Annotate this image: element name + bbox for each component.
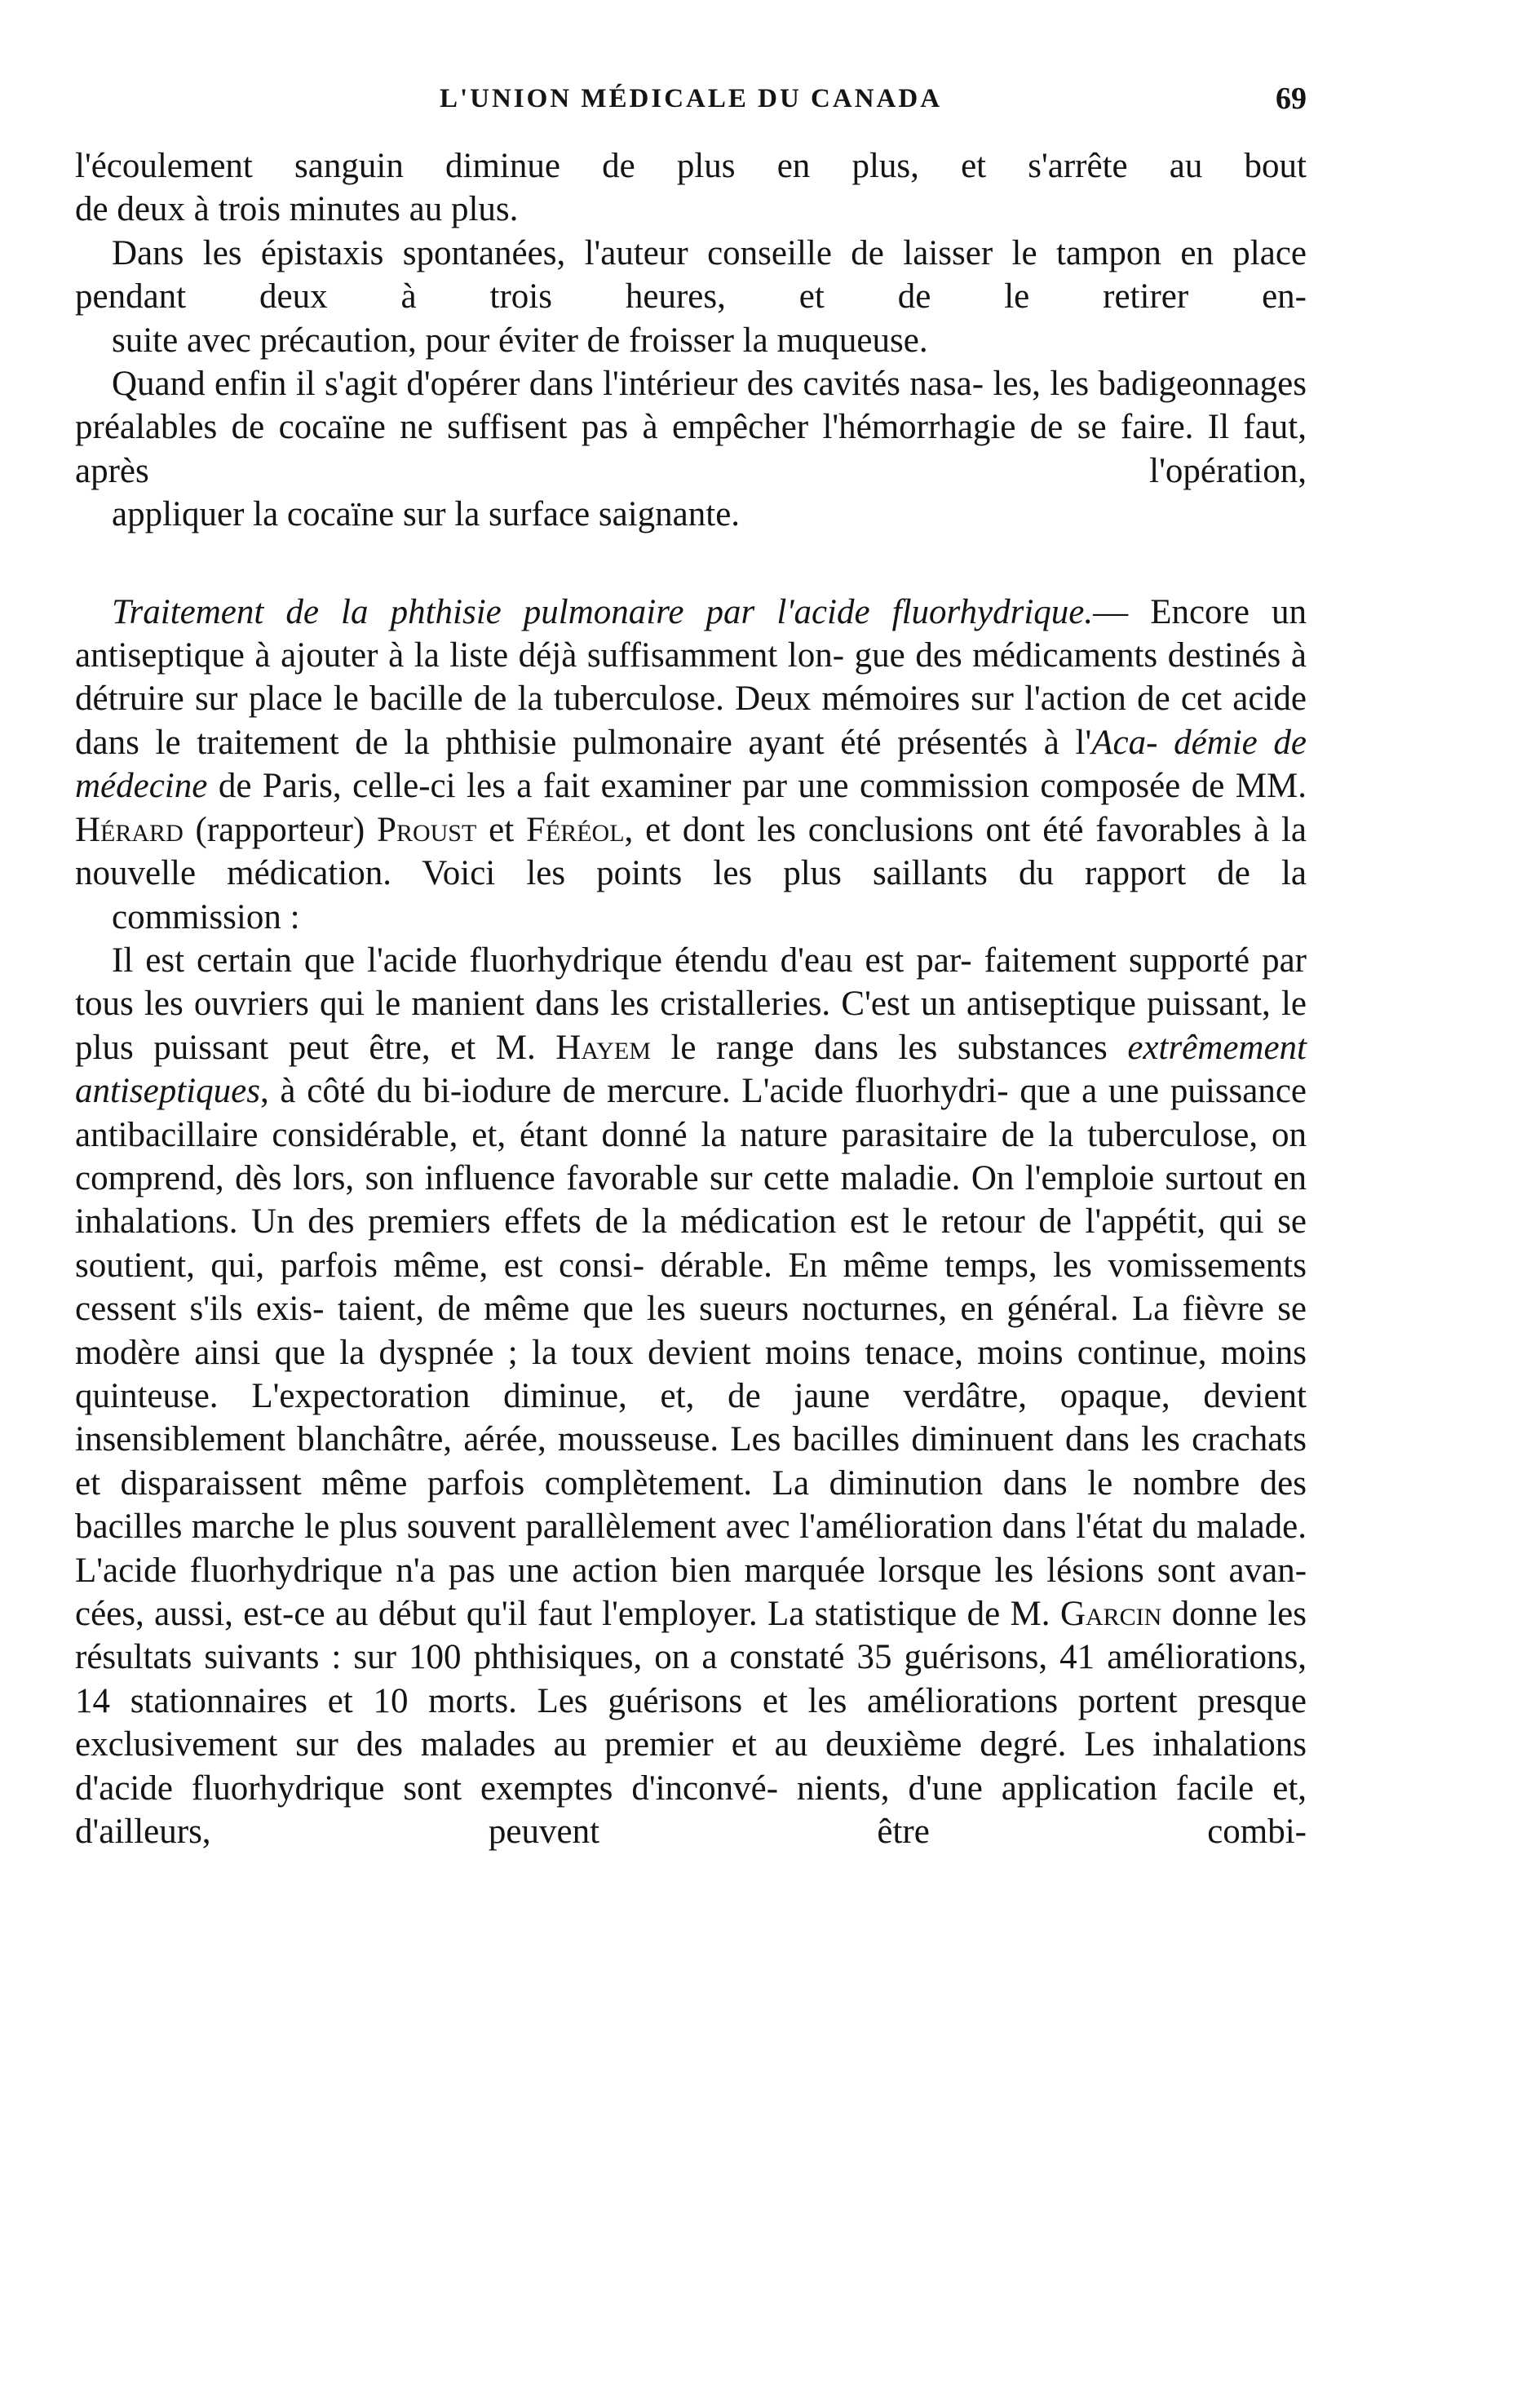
text-line: et: [476, 810, 515, 849]
paragraph-nasal-operation: [75, 362, 1307, 537]
text-line: nients, d'une application facile et, d'ailleurs, peuvent être combi-: [75, 1768, 1307, 1852]
text-line: donne les résultats suivants : sur 100 phthisiques,: [75, 1595, 1307, 1677]
text-line: 10 morts. Les guérisons et les améliorations portent presque: [373, 1681, 1307, 1720]
text-line: le nombre des bacilles marche le plus souvent parallèlement: [75, 1463, 1307, 1547]
section-spacer: [75, 537, 1307, 591]
text-line: Dans les épistaxis spontanées, l'auteur conseille de laisser le: [112, 233, 1037, 272]
text-line: , et dont les conclusions ont été favorables à la nouvelle: [75, 810, 1307, 893]
paragraph-commission-report: [75, 939, 1307, 1854]
section-title: Traitement de la phthisie pulmonaire par l'acide fluorhydrique.: [112, 592, 1094, 631]
text-line: exclusivement sur des malades au premier et au deuxième degré.: [75, 1725, 1067, 1764]
text-line: médication. Voici les points les plus saillants du rapport de la: [227, 854, 1307, 893]
text-line: dérable. En même temps, les vomissements cessent s'ils exis-: [75, 1246, 1307, 1329]
text-line: gue des médicaments destinés à détruire sur place le bacille de la: [75, 636, 1307, 719]
text-line: faitement supporté par tous les ouvriers qui le manient dans les: [75, 941, 1307, 1024]
text-line: la nature parasitaire de la tuberculose, on comprend, dès lors,: [75, 1115, 1307, 1197]
emphasis-extremement: extrêmement: [1127, 1028, 1307, 1067]
text-line: son influence favorable sur cette maladie. On l'emploie surtout: [365, 1158, 1263, 1197]
text-line: les, les badigeonnages préalables de cocaïne ne suffisent pas à: [75, 365, 1307, 447]
text-line: tampon en place pendant deux à trois heures, et de le retirer en-: [75, 233, 1307, 316]
text-line: taient, de même que les sueurs nocturnes, en général. La fièvre: [337, 1290, 1264, 1329]
text-line: commission composée de MM.: [860, 767, 1307, 806]
page-number: 69: [1276, 82, 1307, 116]
text-line: tuberculose. Deux mémoires sur l'action de cet acide dans le: [75, 679, 1307, 762]
text-line: Encore un antiseptique à ajouter à la liste déjà suffisamment lon-: [75, 592, 1307, 675]
text-line: de jaune verdâtre, opaque, devient insensiblement blanchâtre,: [75, 1376, 1307, 1459]
text-line: peut être, et M.: [288, 1028, 556, 1067]
text-line: retour de l'appétit, qui se soutient, qui, parfois même, est consi-: [75, 1202, 1307, 1285]
name-herard: Hérard: [75, 810, 184, 849]
text-line: en inhalations. Un des premiers effets de la médication est le: [75, 1158, 1307, 1242]
text-line: se modère ainsi que la dyspnée ; la toux devient moins tenace,: [75, 1290, 1307, 1372]
name-hayem: Hayem: [555, 1028, 651, 1067]
academie-name-part2: démie de médecine: [75, 723, 1307, 806]
text-line: le range dans les substances: [650, 1028, 1128, 1067]
text-line: appliquer la cocaïne sur la surface saignante.: [112, 495, 741, 534]
running-head: L'UNION MÉDICALE DU CANADA: [439, 84, 943, 113]
text-line: Il est certain que l'acide fluorhydrique étendu d'eau est par-: [112, 941, 972, 980]
title-dash: —: [1093, 592, 1129, 631]
text-line: de M.: [966, 1595, 1060, 1633]
text-line: n'a pas une action bien marquée lorsque les lésions sont avan-: [396, 1551, 1307, 1590]
text-line: Quand enfin il s'agit d'opérer dans l'intérieur des cavités nasa-: [112, 365, 984, 404]
text-line: empêcher l'hémorrhagie de se faire. Il faut, après l'opération,: [75, 408, 1307, 490]
academie-name-part1: Aca-: [1091, 723, 1158, 762]
emphasis-antiseptiques: antiseptiques: [75, 1072, 260, 1111]
text-line: l'écoulement sanguin diminue de plus en plus, et s'arrête au bout: [75, 147, 1307, 185]
text-line: que a une puissance antibacillaire considérable, et, étant donné: [75, 1072, 1307, 1154]
text-line: avec l'amélioration dans l'état du malade. L'acide fluorhydrique: [75, 1507, 1307, 1590]
paragraph-bleeding-stops: [75, 144, 1307, 232]
text-line: commission :: [112, 897, 300, 936]
text-line: de Paris, celle-ci les a fait examiner par une: [207, 767, 849, 806]
paragraph-fluorhydric-acid-intro: [75, 591, 1307, 939]
text-line: disparaissent même parfois complètement. La diminution dans: [120, 1463, 1068, 1503]
page-header: [75, 77, 1307, 126]
text-line: cristalleries. C'est un antiseptique puissant, le plus puissant: [75, 985, 1307, 1067]
text-line: , à côté du bi-iodure de mercure. L'acide fluorhydri-: [259, 1072, 1009, 1111]
name-fereol: Féréol: [525, 810, 625, 849]
text-line: cées, aussi, est-ce au début qu'il faut l'employer. La statistique: [75, 1595, 958, 1633]
name-proust: Proust: [377, 810, 477, 849]
paragraph-epistaxis: [75, 232, 1307, 362]
text-line: suite avec précaution, pour éviter de froisser la muqueuse.: [112, 321, 928, 360]
text-line: aérée, mousseuse. Les bacilles diminuent dans les crachats et: [75, 1420, 1307, 1503]
book-page: [75, 77, 1307, 1853]
text-line: (rapporteur): [183, 810, 378, 849]
text-line: traitement de la phthisie pulmonaire ayant été présentés à l': [197, 723, 1092, 762]
text-line: Les inhalations d'acide fluorhydrique sont exemptes d'inconvé-: [75, 1725, 1307, 1808]
text-line: moins continue, moins quinteuse. L'expectoration diminue, et,: [75, 1333, 1307, 1415]
text-line: de deux à trois minutes au plus.: [75, 190, 519, 229]
name-garcin: Garcin: [1059, 1595, 1162, 1633]
text-line: on a constaté 35 guérisons, 41 améliorations, 14 stationnaires et: [75, 1638, 1307, 1720]
